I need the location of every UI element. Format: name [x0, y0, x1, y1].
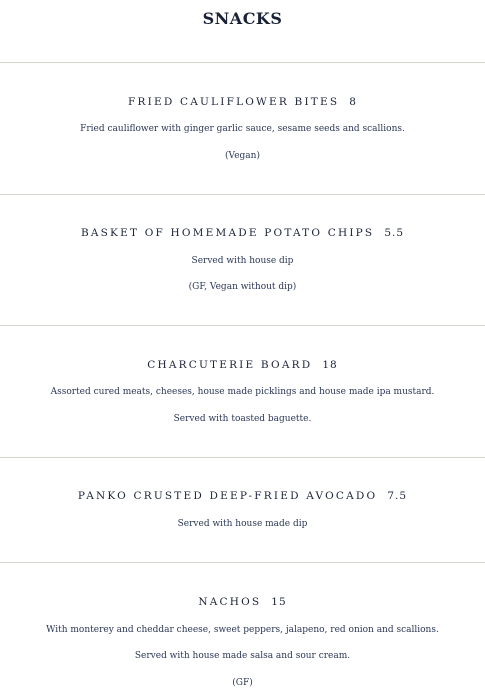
- menu-item-title: [0, 359, 485, 371]
- menu-item-name: BASKET OF HOMEMADE POTATO CHIPS: [80, 227, 375, 239]
- menu-item-title: [0, 96, 485, 108]
- section-divider: [0, 62, 485, 63]
- menu-item-description: Served with house dip: [191, 256, 294, 266]
- page-title: SNACKS: [202, 9, 283, 28]
- menu-item-description: Served with house made salsa and sour cream.: [134, 651, 351, 661]
- menu-item-description: Served with house made dip: [177, 519, 308, 529]
- menu-item-title: [0, 596, 485, 608]
- menu-item-name: FRIED CAULIFLOWER BITES: [128, 96, 340, 108]
- menu-item-description: With monterey and cheddar cheese, sweet peppers, jalapeno, red onion and scallions.: [46, 625, 439, 635]
- menu-item-name: PANKO CRUSTED DEEP-FRIED AVOCADO: [77, 490, 378, 502]
- menu-item-title: [0, 490, 485, 502]
- menu-item-price: 18: [322, 359, 338, 371]
- menu-item-note: (GF): [232, 678, 253, 688]
- menu-item-price: 15: [271, 596, 287, 608]
- menu-item-price: 5.5: [384, 227, 405, 239]
- menu-item-note: Served with toasted baguette.: [173, 414, 312, 424]
- menu-item-description: Fried cauliflower with ginger garlic sauce, sesame seeds and scallions.: [80, 124, 405, 134]
- menu-item-price: 8: [349, 96, 357, 108]
- menu-item-price: 7.5: [387, 490, 408, 502]
- menu-item-name: CHARCUTERIE BOARD: [147, 359, 313, 371]
- section-divider: [0, 457, 485, 458]
- section-divider: [0, 325, 485, 326]
- section-divider: [0, 562, 485, 563]
- section-divider: [0, 194, 485, 195]
- menu-item-description: Assorted cured meats, cheeses, house made picklings and house made ipa mustard.: [50, 387, 435, 397]
- menu-item-name: NACHOS: [198, 596, 262, 608]
- menu-item-note: (GF, Vegan without dip): [188, 282, 297, 292]
- menu-item-title: [0, 227, 485, 239]
- menu-item-note: (Vegan): [225, 151, 260, 161]
